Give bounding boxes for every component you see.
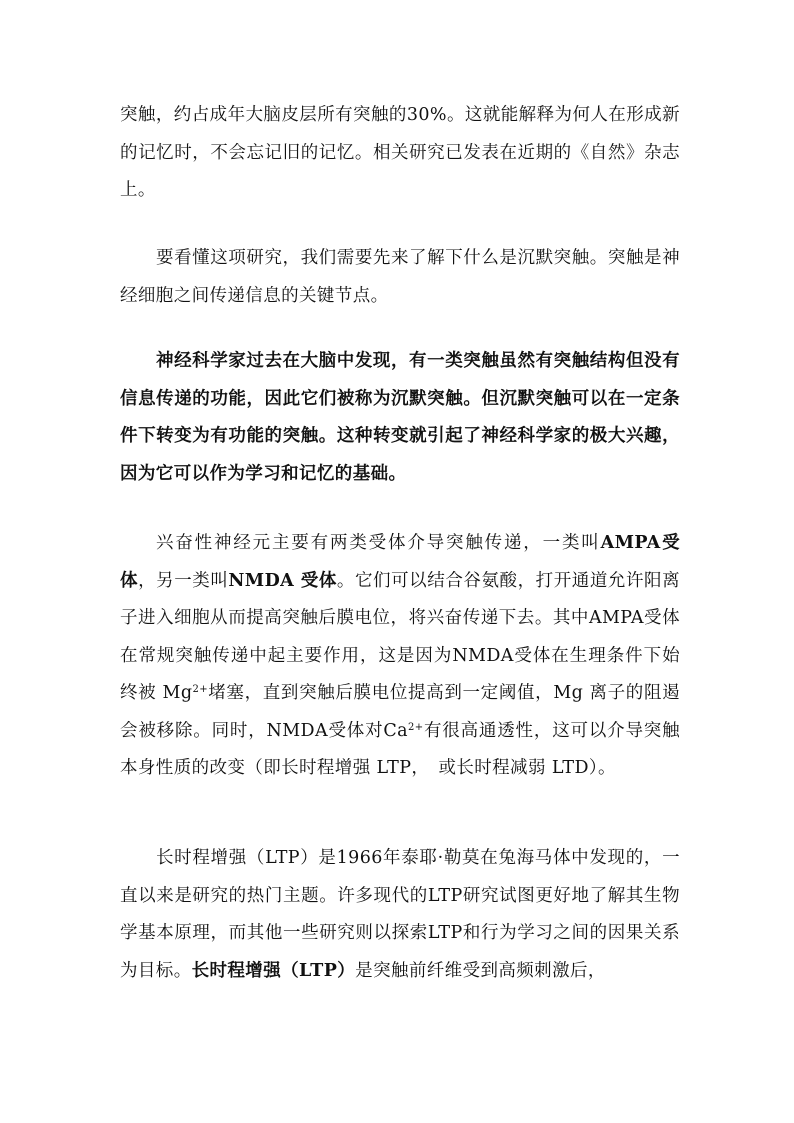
ca-charge-superscript: 2+ xyxy=(408,721,424,733)
ltp-term: 长时程增强（LTP） xyxy=(191,960,356,981)
nmda-receptor-term: NMDA 受体 xyxy=(228,570,337,591)
ampa-receptor-term: AMPA受体 xyxy=(120,533,680,591)
paragraph-silent-synapse-definition: 神经科学家过去在大脑中发现，有一类突触虽然有突触结构但没有信息传递的功能，因此它们被称为沉默突触。但沉默突触可以在一定条件下转变为有功能的突触。这种转变就引起了神经科学家的极大兴趣，因为它可以作为学习和记忆的基础。 xyxy=(120,351,680,484)
mg-charge-superscript: 2+ xyxy=(192,684,209,695)
paragraph-silent-synapse-proportion: 突触，约占成年大脑皮层所有突触的30%。这就能解释为何人在形成新的记忆时，不会忘记旧的记忆。相关研究已发表在近期的《自然》杂志上。 xyxy=(120,105,680,200)
text-run: 堵塞，直到突触后膜电位提高到一定阈值，Mg 离子的阻遏会被移除。同时，NMDA受体对Ca xyxy=(120,683,680,741)
text-run: 是突触前纤维受到高频刺激后， xyxy=(355,960,606,981)
text-run: 有很高通透性，这可以介导突触本身性质的改变（即长时程增强 LTP， 或长时程减弱 LTD）。 xyxy=(120,720,680,778)
paragraph-ltp xyxy=(120,840,680,990)
text-run: 。它们可以结合谷氨酸，打开通道允许阳离子进入细胞从而提高突触后膜电位，将兴奋传递下去。其中AMPA受体在常规突触传递中起主要作用，这是因为NMDA受体在生理条件下始终被 Mg xyxy=(120,570,680,703)
text-run: 兴奋性神经元主要有两类受体介导突触传递，一类叫 xyxy=(156,533,601,553)
paragraph-synapse-intro: 要看懂这项研究，我们需要先来了解下什么是沉默突触。突触是神经细胞之间传递信息的关键节点。 xyxy=(120,248,680,306)
text-run: 长时程增强（LTP）是1966年泰耶·勒莫在兔海马体中发现的，一直以来是研究的热门主题。许多现代的LTP研究试图更好地了解其生物学基本原理，而其他一些研究则以探索LTP和行为学习之间的因果关系为目标。 xyxy=(120,848,680,981)
paragraph-receptors xyxy=(120,525,680,788)
text-run: ，另一类叫 xyxy=(138,570,229,591)
